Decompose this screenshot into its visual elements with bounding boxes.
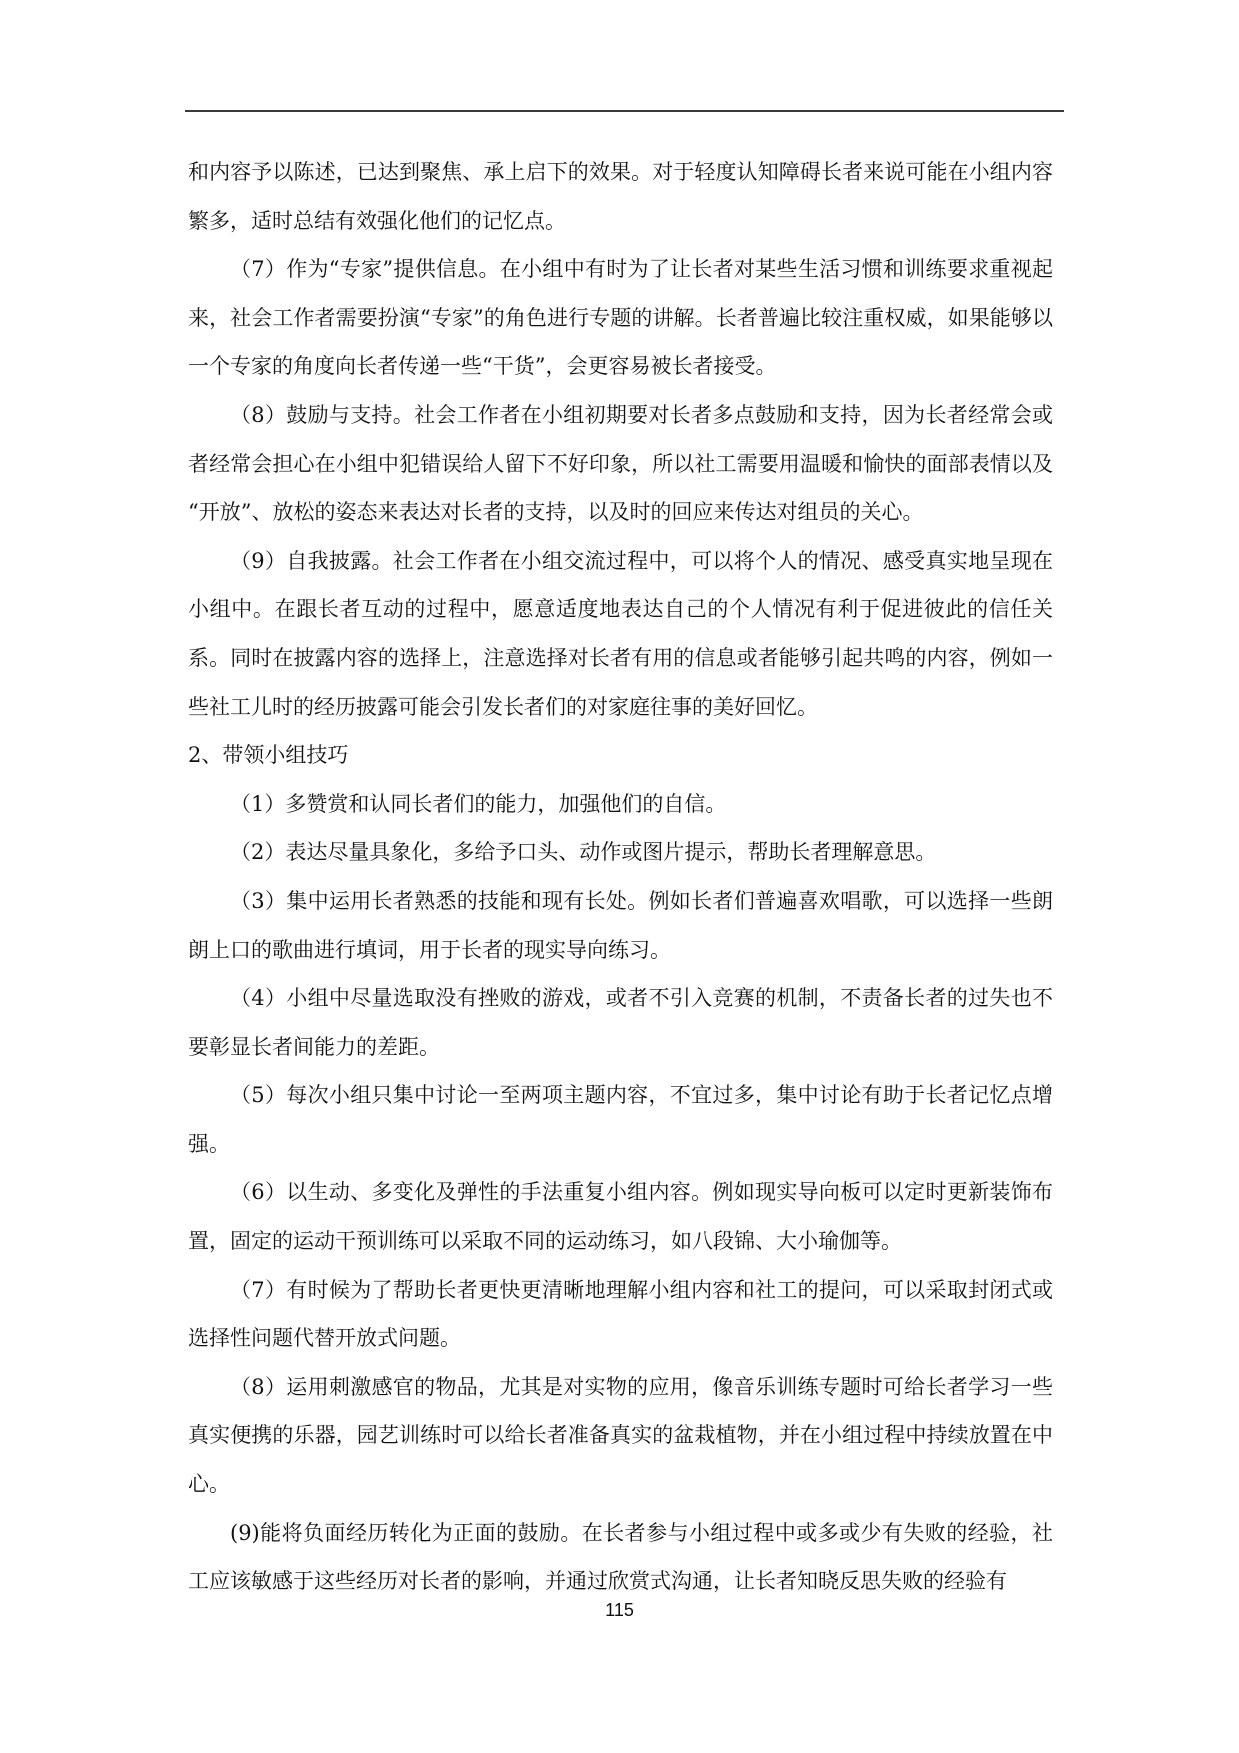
page-number: 115	[605, 1600, 634, 1620]
list-item: （3）集中运用长者熟悉的技能和现有长处。例如长者们普遍喜欢唱歌，可以选择一些朗朗上口的歌曲进行填词，用于长者的现实导向练习。	[188, 888, 1053, 962]
body-paragraph: 和内容予以陈述，已达到聚焦、承上启下的效果。对于轻度认知障碍长者来说可能在小组内容繁多，适时总结有效强化他们的记忆点。	[188, 160, 1053, 233]
body-paragraph: （7）作为“专家”提供信息。在小组中有时为了让长者对某些生活习惯和训练要求重视起来，社会工作者需要扮演“专家”的角色进行专题的讲解。长者普遍比较注重权威，如果能够以一个专家的角度向长者传递一些“干货”，会更容易被长者接受。	[188, 257, 1053, 379]
list-item: （1）多赞赏和认同长者们的能力，加强他们的自信。	[230, 791, 727, 816]
list-item: （6）以生动、多变化及弹性的手法重复小组内容。例如现实导向板可以定时更新装饰布置，固定的运动干预训练可以采取不同的运动练习，如八段锦、大小瑜伽等。	[188, 1180, 1053, 1254]
list-item: （2）表达尽量具象化，多给予口头、动作或图片提示，帮助长者理解意思。	[230, 840, 937, 865]
document-body	[188, 148, 1053, 1606]
section-heading: 2、带领小组技巧	[188, 743, 349, 768]
header-rule	[185, 110, 1064, 112]
list-item: （8）运用刺激感官的物品，尤其是对实物的应用，像音乐训练专题时可给长者学习一些真实便携的乐器，园艺训练时可以给长者准备真实的盆栽植物，并在小组过程中持续放置在中心。	[188, 1374, 1053, 1497]
body-paragraph: （8）鼓励与支持。社会工作者在小组初期要对长者多点鼓励和支持，因为长者经常会或者经常会担心在小组中犯错误给人留下不好印象，所以社工需要用温暖和愉快的面部表情以及“开放”、放松的姿态来表达对长者的支持，以及时的回应来传达对组员的关心。	[188, 402, 1053, 525]
list-item: (9)能将负面经历转化为正面的鼓励。在长者参与小组过程中或多或少有失败的经验，社工应该敏感于这些经历对长者的影响，并通过欣赏式沟通，让长者知晓反思失败的经验有	[188, 1520, 1053, 1594]
list-item: （5）每次小组只集中讨论一至两项主题内容，不宜过多，集中讨论有助于长者记忆点增强。	[188, 1083, 1053, 1156]
list-item: （7）有时候为了帮助长者更快更清晰地理解小组内容和社工的提问，可以采取封闭式或选择性问题代替开放式问题。	[188, 1277, 1053, 1351]
list-item: （4）小组中尽量选取没有挫败的游戏，或者不引入竞赛的机制，不责备长者的过失也不要彰显长者间能力的差距。	[188, 986, 1053, 1059]
body-paragraph: （9）自我披露。社会工作者在小组交流过程中，可以将个人的情况、感受真实地呈现在小组中。在跟长者互动的过程中，愿意适度地表达自己的个人情况有利于促进彼此的信任关系。同时在披露内容的选择上，注意选择对长者有用的信息或者能够引起共鸣的内容，例如一些社工儿时的经历披露可能会引发长者们的对家庭往事的美好回忆。	[188, 548, 1053, 719]
